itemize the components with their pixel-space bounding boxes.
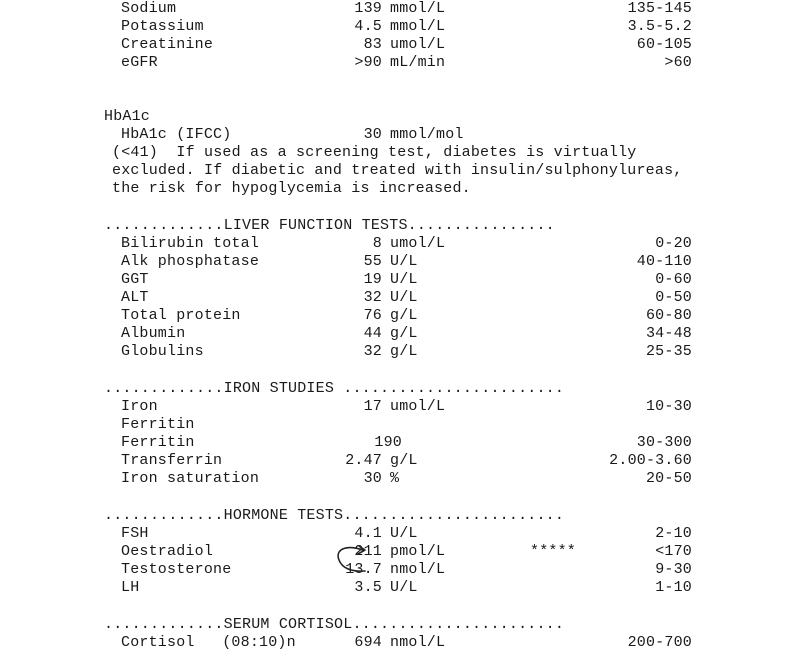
test-value: 19 [363,271,382,288]
test-value: 83 [363,36,382,53]
reference-range: >60 [664,54,692,71]
reference-range: 200-700 [627,634,692,651]
test-unit: mmol/mol [390,126,464,143]
test-name: eGFR [121,54,158,71]
test-value: 211 [354,543,382,560]
test-unit: U/L [390,579,418,596]
test-value: 30 [363,126,382,143]
section-heading: .............SERUM CORTISOL....................... [104,616,565,633]
test-unit: nmol/L [390,561,446,578]
test-unit: mL/min [390,54,446,71]
test-unit: g/L [390,452,418,469]
reference-range: 2-10 [655,525,692,542]
test-value: 3.5 [354,579,382,596]
reference-range: 3.5-5.2 [627,18,692,35]
test-value: 190 [374,434,402,451]
section-heading: .............IRON STUDIES ........................ [104,380,565,397]
reference-range: 60-105 [636,36,692,53]
test-name: GGT [121,271,149,288]
test-name: Total protein [121,307,241,324]
interpretation-note: (<41) If used as a screening test, diabetes is virtually [112,144,637,161]
test-unit: g/L [390,307,418,324]
test-name: Iron saturation [121,470,260,487]
reference-range: 60-80 [645,307,692,324]
test-unit: % [390,470,400,487]
reference-range: <170 [655,543,692,560]
test-unit: mmol/L [390,18,446,35]
test-unit: U/L [390,253,418,270]
test-name: Ferritin [121,434,195,451]
test-name: Iron [121,398,158,415]
test-value: 44 [363,325,382,342]
test-value: 2.47 [345,452,382,469]
test-unit: nmol/L [390,634,446,651]
reference-range: 135-145 [627,0,692,17]
test-unit: pmol/L [390,543,446,560]
test-value: 76 [363,307,382,324]
test-name: Alk phosphatase [121,253,260,270]
test-name: Oestradiol [121,543,214,560]
test-name: Albumin [121,325,186,342]
handwritten-arrow-annotation [325,540,385,580]
test-value: 4.1 [354,525,382,542]
test-name: ALT [121,289,149,306]
test-value: 32 [363,343,382,360]
reference-range: 20-50 [645,470,692,487]
section-heading: .............HORMONE TESTS........................ [104,507,565,524]
abnormal-flag: ***** [530,543,577,560]
test-unit: umol/L [390,235,446,252]
test-name: Testosterone [121,561,232,578]
test-name: Globulins [121,343,204,360]
reference-range: 9-30 [655,561,692,578]
test-value: 4.5 [354,18,382,35]
test-unit: g/L [390,325,418,342]
test-name: Transferrin [121,452,223,469]
reference-range: 34-48 [645,325,692,342]
reference-range: 0-50 [655,289,692,306]
reference-range: 1-10 [655,579,692,596]
test-name: Ferritin [121,416,195,433]
test-name: FSH [121,525,149,542]
test-unit: umol/L [390,36,446,53]
reference-range: 40-110 [636,253,692,270]
test-unit: U/L [390,271,418,288]
test-name: Potassium [121,18,204,35]
test-value: 32 [363,289,382,306]
test-unit: U/L [390,289,418,306]
test-value: 8 [372,235,382,252]
interpretation-note: excluded. If diabetic and treated with insulin/sulphonylureas, [112,162,683,179]
interpretation-note: the risk for hypoglycemia is increased. [112,180,471,197]
test-name: Cortisol (08:10)n [121,634,296,651]
reference-range: 2.00-3.60 [609,452,692,469]
reference-range: 25-35 [645,343,692,360]
test-unit: g/L [390,343,418,360]
test-value: 17 [363,398,382,415]
reference-range: 10-30 [645,398,692,415]
reference-range: 0-60 [655,271,692,288]
section-heading: HbA1c [104,108,151,125]
test-value: 694 [354,634,382,651]
test-unit: U/L [390,525,418,542]
test-name: Sodium [121,0,177,17]
test-name: LH [121,579,140,596]
test-name: Creatinine [121,36,214,53]
test-value: 30 [363,470,382,487]
test-value: 55 [363,253,382,270]
test-value: 13.7 [345,561,382,578]
section-heading: .............LIVER FUNCTION TESTS................ [104,217,555,234]
reference-range: 30-300 [636,434,692,451]
test-name: HbA1c (IFCC) [121,126,232,143]
test-value: 139 [354,0,382,17]
test-unit: mmol/L [390,0,446,17]
test-value: >90 [354,54,382,71]
test-unit: umol/L [390,398,446,415]
reference-range: 0-20 [655,235,692,252]
test-name: Bilirubin total [121,235,260,252]
